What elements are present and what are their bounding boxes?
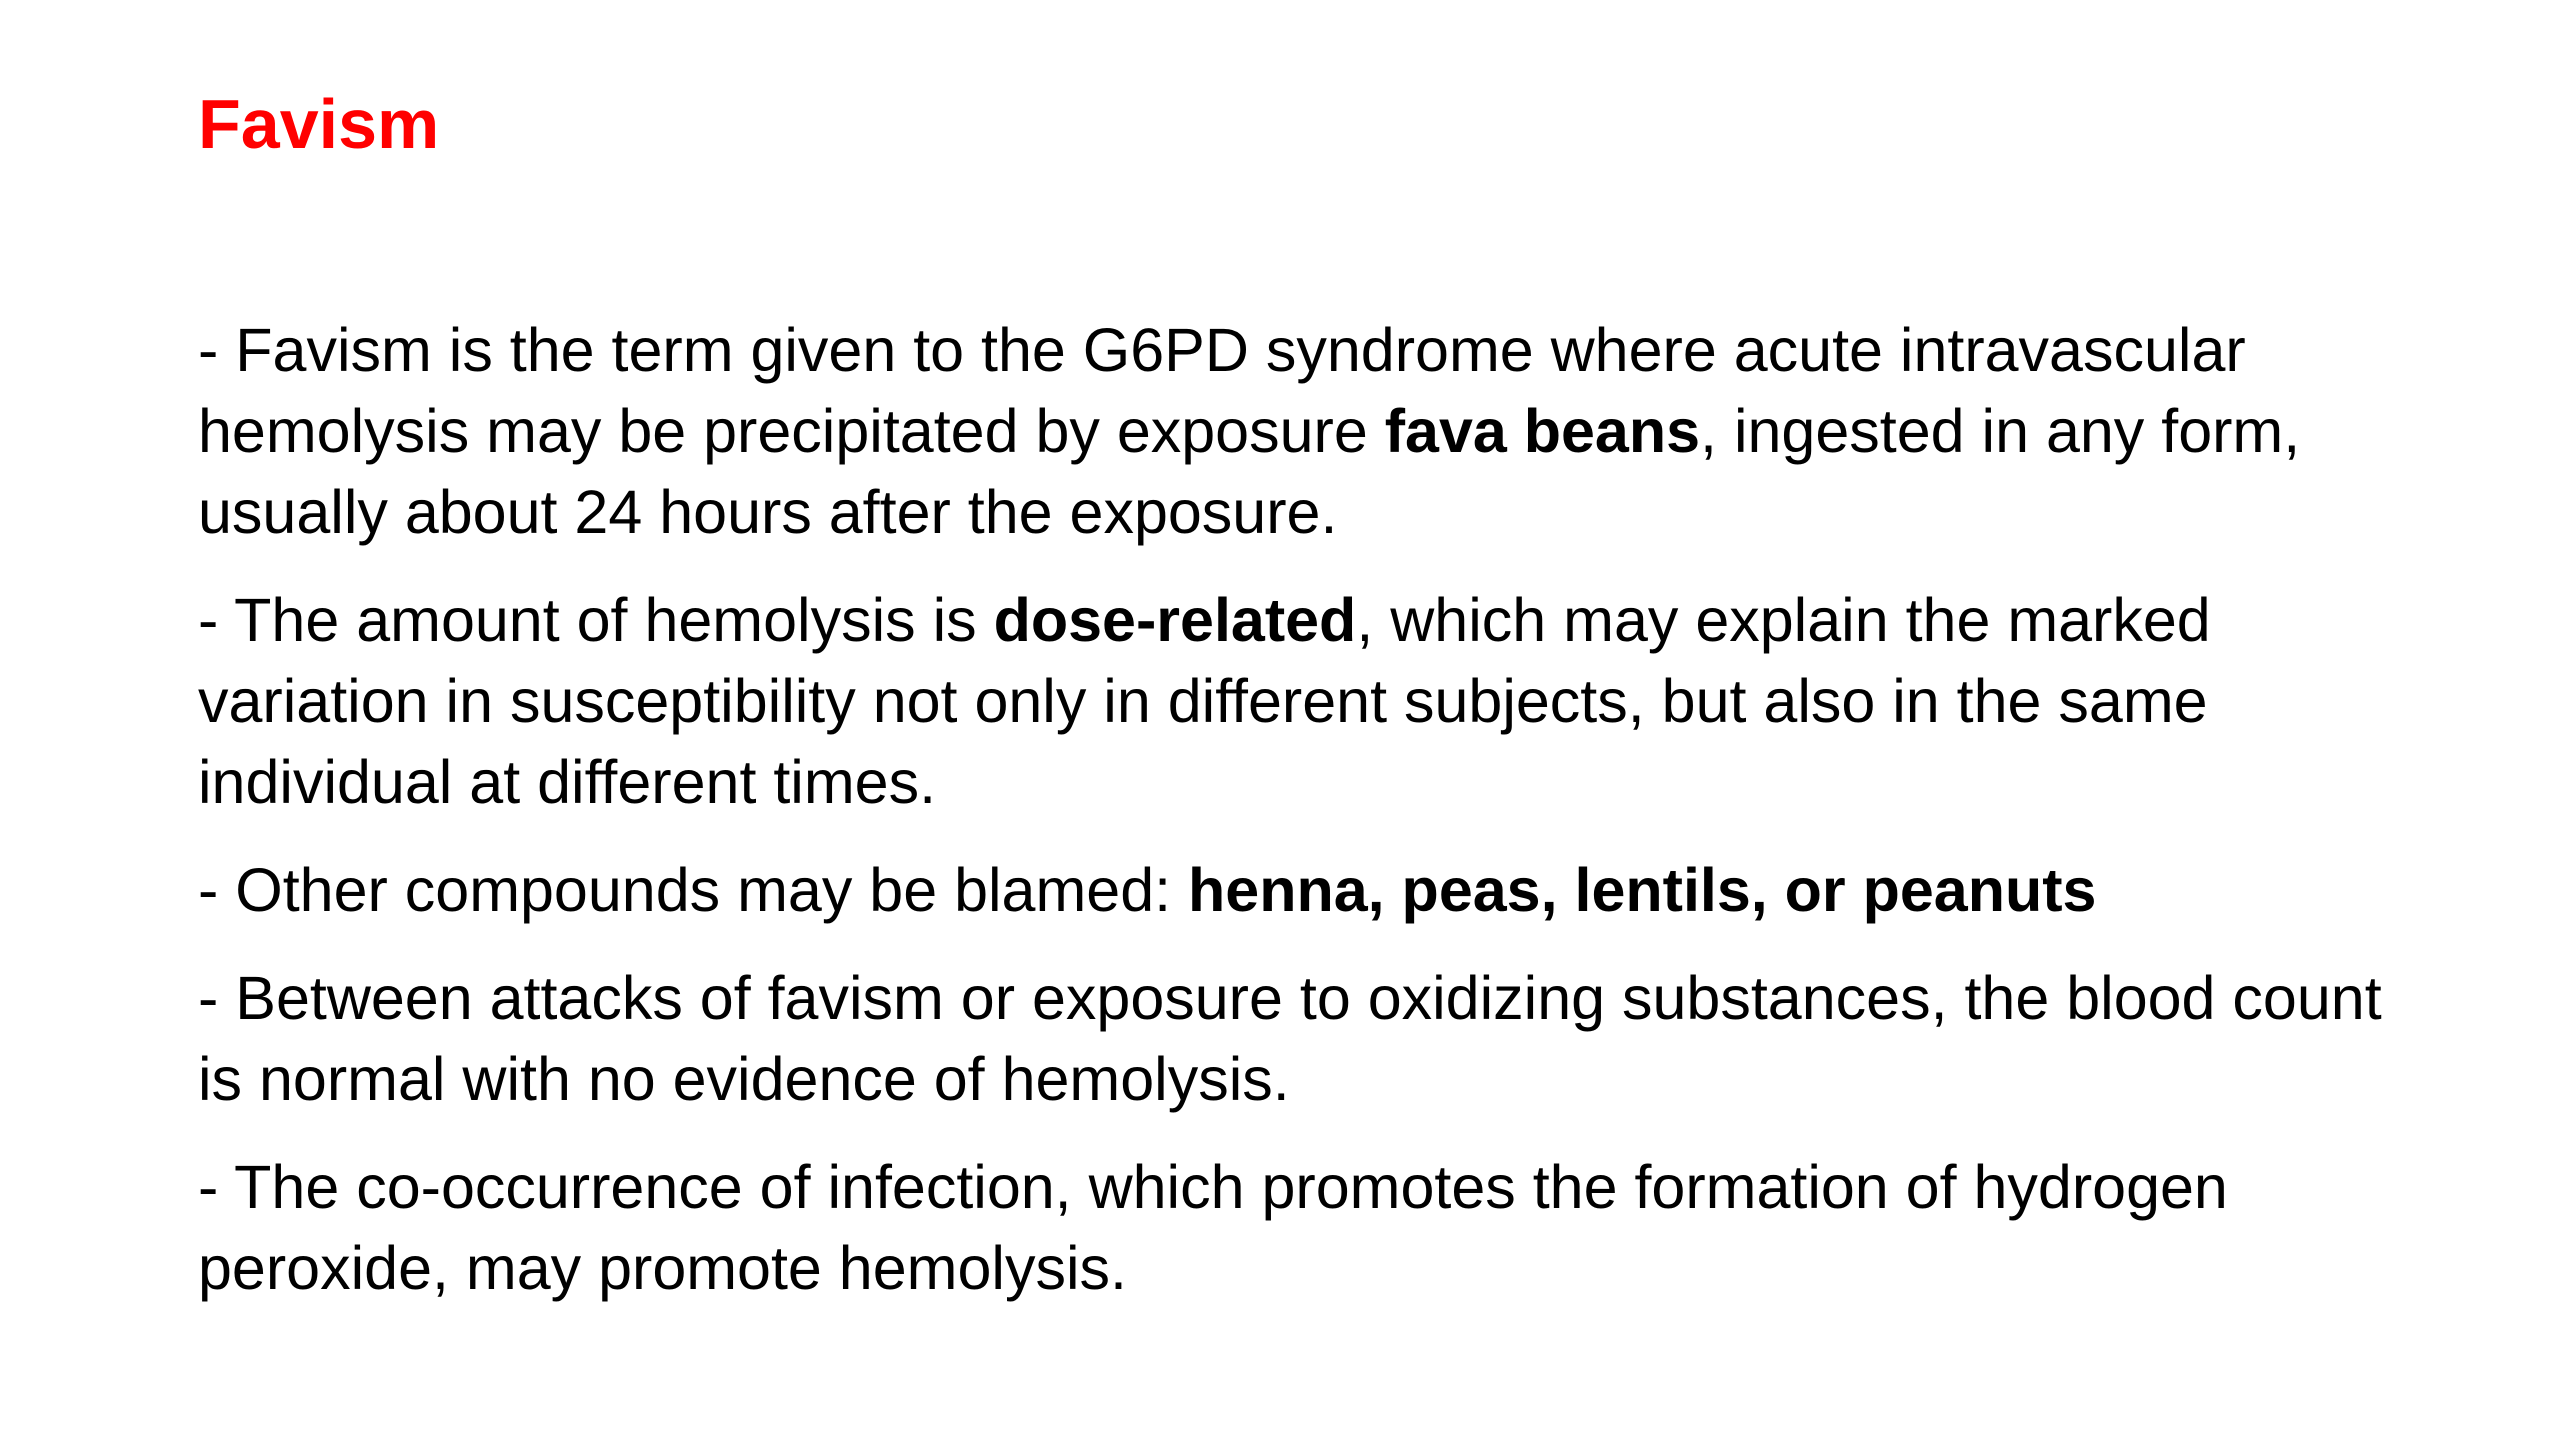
paragraph-between-attacks — [198, 958, 2428, 1120]
slide-title: Favism — [198, 85, 440, 163]
paragraph-text: - Other compounds may be blamed: — [198, 856, 1189, 924]
paragraph-text: - Favism is the term given to the G6PD syndrome where acute intravascular hemolysis may be precipitated by exposure — [198, 316, 2246, 465]
paragraph-text: - The co-occurrence of infection, which promotes the formation of hydrogen peroxide, may promote hemolysis. — [198, 1153, 2228, 1302]
slide-body — [198, 310, 2428, 1336]
paragraph-favism-definition — [198, 310, 2428, 553]
paragraph-text: - Between attacks of favism or exposure to oxidizing substances, the blood count is normal with no evidence of hemolysis. — [198, 964, 2382, 1113]
paragraph-other-compounds — [198, 850, 2428, 931]
paragraph-infection — [198, 1147, 2428, 1309]
emphasis-compounds-list: henna, peas, lentils, or peanuts — [1188, 856, 2097, 924]
paragraph-text: , which may explain the marked variation in susceptibility not only in different subjects, but also in the same individual at different times. — [198, 586, 2211, 816]
paragraph-text: , ingested in any form, usually about 24 hours after the exposure. — [198, 397, 2301, 546]
emphasis-dose-related: dose-related — [993, 586, 1357, 654]
emphasis-fava-beans: fava beans — [1384, 397, 1701, 465]
paragraph-text: - The amount of hemolysis is — [198, 586, 994, 654]
paragraph-dose-related — [198, 580, 2428, 823]
